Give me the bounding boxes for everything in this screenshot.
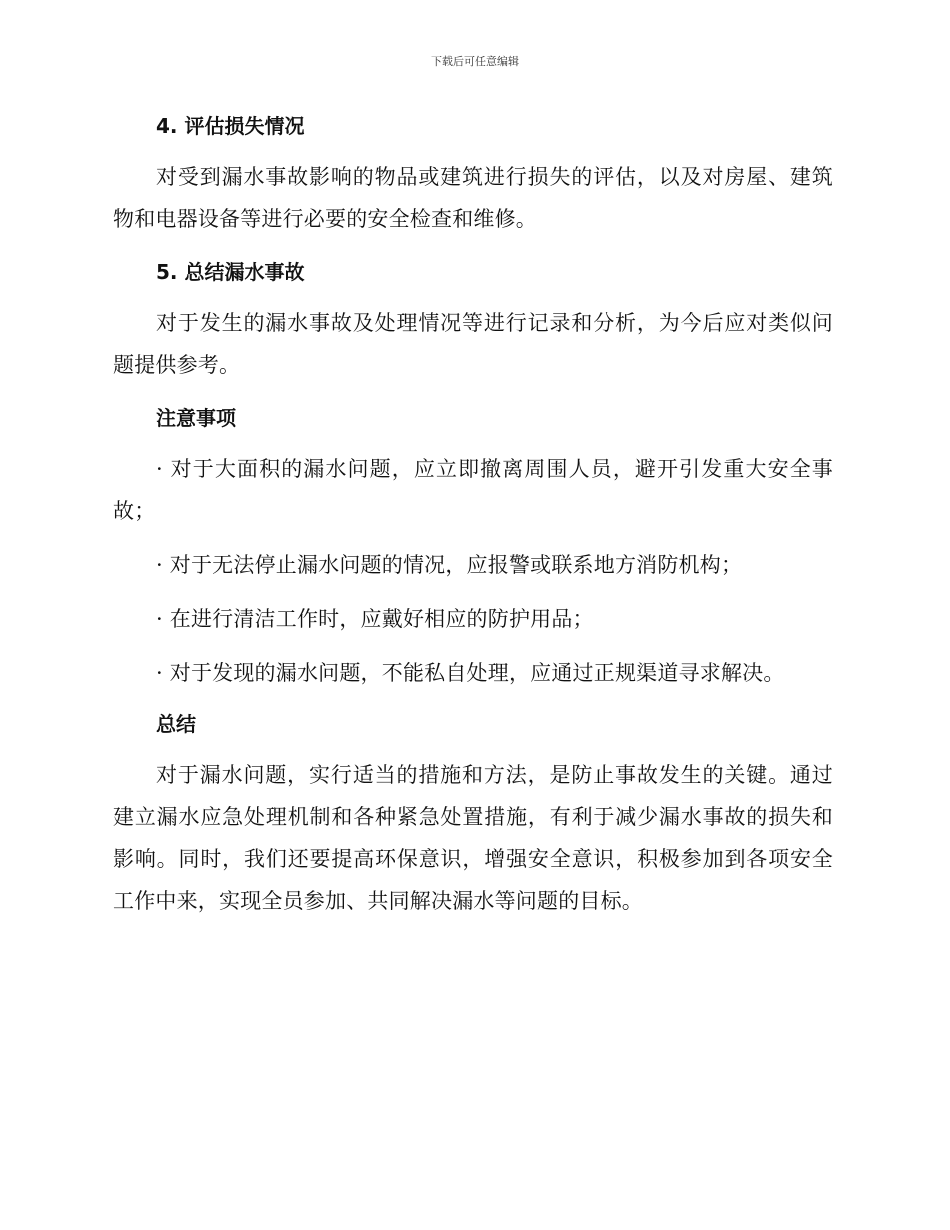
section-5-paragraph: 对于发生的漏水事故及处理情况等进行记录和分析，为今后应对类似问题提供参考。 (113, 311, 833, 377)
summary-heading: 总结 (156, 712, 196, 736)
page-header: 下载后可任意编辑 (431, 55, 519, 68)
notes-heading: 注意事项 (156, 406, 236, 430)
summary-paragraph: 对于漏水问题，实行适当的措施和方法，是防止事故发生的关键。通过建立漏水应急处理机制和各种紧急处置措施，有利于减少漏水事故的损失和影响。同时，我们还要提高环保意识，增强安全意识，积极参加到各项安全工作中来，实现全员参加、共同解决漏水等问题的目标。 (113, 763, 833, 913)
notes-item-3: · 在进行清洁工作时，应戴好相应的防护用品； (156, 607, 594, 631)
document-body (113, 108, 833, 936)
section-5-heading: 5. 总结漏水事故 (156, 260, 305, 284)
notes-item-2: · 对于无法停止漏水问题的情况，应报警或联系地方消防机构； (156, 553, 743, 577)
notes-item-4: · 对于发现的漏水问题，不能私自处理，应通过正规渠道寻求解决。 (156, 661, 785, 685)
section-4-paragraph: 对受到漏水事故影响的物品或建筑进行损失的评估，以及对房屋、建筑物和电器设备等进行必要的安全检查和维修。 (113, 165, 833, 231)
notes-item-1: · 对于大面积的漏水问题，应立即撤离周围人员，避开引发重大安全事故； (113, 457, 833, 523)
section-4-heading: 4. 评估损失情况 (156, 114, 305, 138)
